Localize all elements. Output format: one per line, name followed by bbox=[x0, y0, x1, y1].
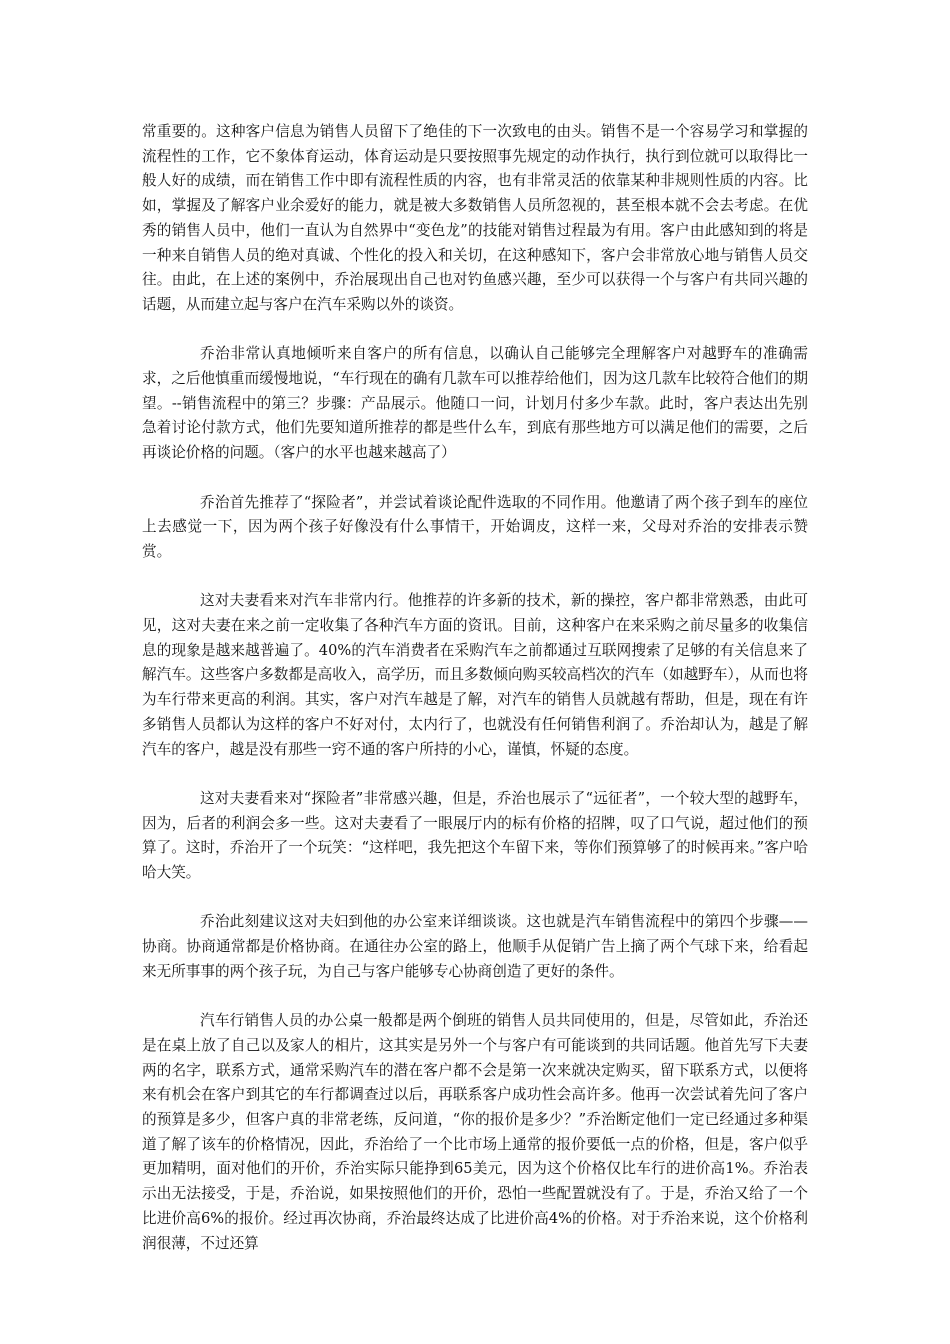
paragraph-customer-info: 常重要的。这种客户信息为销售人员留下了绝佳的下一次致电的由头。销售不是一个容易学习和掌握的流程性的工作，它不象体育运动，体育运动是只要按照事先规定的动作执行，执行到位就可以取得比一般人好的成绩，而在销售工作中即有流程性质的内容，也有非常灵活的依靠某种非规则性质的内容。比如，掌握及了解客户业余爱好的能力，就是被大多数销售人员所忽视的，甚至根本就不会去考虑。在优秀的销售人员中，他们一直认为自然界中“变色龙”的技能对销售过程最为有用。客户由此感知到的将是一种来自销售人员的绝对真诚、个性化的投入和关切，在这种感知下，客户会非常放心地与销售人员交往。由此，在上述的案例中，乔治展现出自己也对钓鱼感兴趣，至少可以获得一个与客户有共同兴趣的话题，从而建立起与客户在汽车采购以外的谈资。 bbox=[142, 123, 808, 313]
paragraph-negotiation-step: 乔治此刻建议这对夫妇到他的办公室来详细谈谈。这也就是汽车销售流程中的第四个步骤——协商。协商通常都是价格协商。在通往办公室的路上，他顺手从促销广告上摘了两个气球下来，给看起来无所事事的两个孩子玩，为自己与客户能够专心协商创造了更好的条件。 bbox=[142, 913, 808, 980]
paragraph-product-presentation: 乔治非常认真地倾听来自客户的所有信息，以确认自己能够完全理解客户对越野车的准确需求，之后他慎重而缓慢地说，“车行现在的确有几款车可以推荐给他们，因为这几款车比较符合他们的期望。--销售流程中的第三？步骤：产品展示。他随口一问，计划月付多少车款。此时，客户表达出先别急着讨论付款方式，他们先要知道所推荐的都是些什么车，到底有那些地方可以满足他们的需要，之后再谈论价格的问题。（客户的水平也越来越高了） bbox=[142, 345, 808, 462]
paragraph-explorer-recommendation: 乔治首先推荐了“探险者”，并尝试着谈论配件选取的不同作用。他邀请了两个孩子到车的座位上去感觉一下，因为两个孩子好像没有什么事情干，开始调皮，这样一来，父母对乔治的安排表示赞赏。 bbox=[142, 493, 808, 560]
document-page bbox=[142, 120, 808, 1281]
paragraph-price-negotiation: 汽车行销售人员的办公桌一般都是两个倒班的销售人员共同使用的，但是，尽管如此，乔治还是在桌上放了自己以及家人的相片，这其实是另外一个与客户有可能谈到的共同话题。他首先写下夫妻两的名字，联系方式，通常采购汽车的潜在客户都不会是第一次来就决定购买，留下联系方式，以便将来有机会在客户到其它的车行都调查过以后，再联系客户成功性会高许多。他再一次尝试着先问了客户的预算是多少，但客户真的非常老练，反问道，“你的报价是多少？”乔治断定他们一定已经通过多种渠道了解了该车的价格情况，因此，乔治给了一个比市场上通常的报价要低一点的价格，但是，客户似乎更加精明，面对他们的开价，乔治实际只能挣到65美元，因为这个价格仅比车行的进价高1%。乔治表示出无法接受，于是，乔治说，如果按照他们的开价，恐怕一些配置就没有了。于是，乔治又给了一个比进价高6%的报价。经过再次协商，乔治最终达成了比进价高4%的价格。对于乔治来说，这个价格利润很薄，不过还算 bbox=[142, 1012, 808, 1252]
paragraph-expedition-offer: 这对夫妻看来对“探险者”非常感兴趣，但是，乔治也展示了“远征者”，一个较大型的越野车，因为，后者的利润会多一些。这对夫妻看了一眼展厅内的标有价格的招牌，叹了口气说，超过他们的预算了。这时，乔治开了一个玩笑：“这样吧，我先把这个车留下来，等你们预算够了的时候再来。”客户哈哈大笑。 bbox=[142, 789, 808, 882]
paragraph-informed-customers: 这对夫妻看来对汽车非常内行。他推荐的许多新的技术，新的操控，客户都非常熟悉，由此可见，这对夫妻在来之前一定收集了各种汽车方面的资讯。目前，这种客户在来采购之前尽量多的收集信息的现象是越来越普遍了。40%的汽车消费者在采购汽车之前都通过互联网搜索了足够的有关信息来了解汽车。这些客户多数都是高收入，高学历，而且多数倾向购买较高档次的汽车（如越野车），从而也将为车行带来更高的利润。其实，客户对汽车越是了解，对汽车的销售人员就越有帮助，但是，现在有许多销售人员都认为这样的客户不好对付，太内行了，也就没有任何销售利润了。乔治却认为，越是了解汽车的客户，越是没有那些一窍不通的客户所持的小心，谨慎，怀疑的态度。 bbox=[142, 592, 808, 758]
